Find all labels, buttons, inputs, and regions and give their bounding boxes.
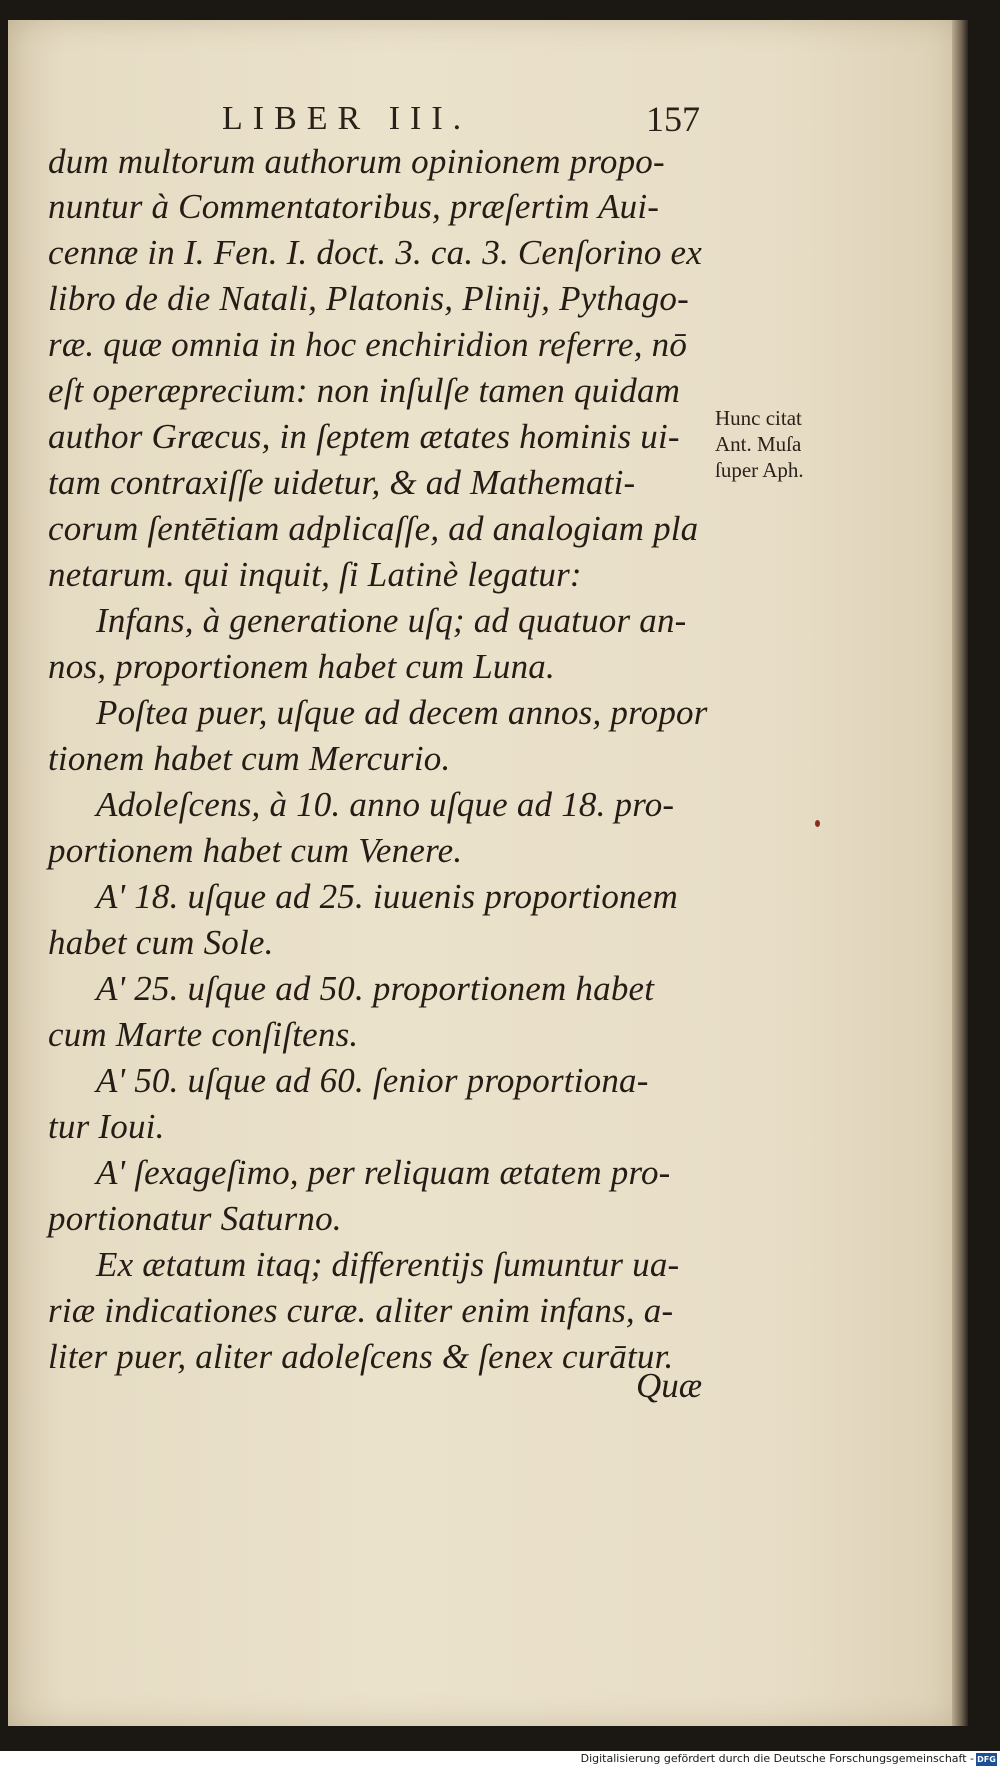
text-line: A' 50. uſque ad 60. ſenior proportiona- (96, 1061, 649, 1100)
ink-speck (815, 820, 820, 827)
text-line: corum ſentētiam adplicaſſe, ad analogiam pla (48, 509, 699, 548)
text-line: cennæ in I. Fen. I. doct. 3. ca. 3. Cenſorino ex (48, 233, 703, 272)
catchword: Quæ (636, 1366, 703, 1405)
text-line: tur Ioui. (48, 1107, 165, 1146)
marginal-note-line: Ant. Muſa (715, 432, 802, 456)
text-line: portionatur Saturno. (48, 1199, 342, 1238)
text-line: Ex ætatum itaq; differentijs ſumuntur ua- (96, 1245, 680, 1284)
digitization-footer (0, 1751, 1000, 1768)
marginal-note-line: Hunc citat (715, 406, 802, 430)
text-line: author Græcus, in ſeptem ætates hominis ui- (48, 417, 680, 456)
text-line: netarum. qui inquit, ſi Latinè legatur: (48, 555, 582, 594)
text-line: Adoleſcens, à 10. anno uſque ad 18. pro- (96, 785, 675, 824)
text-line: Infans, à generatione uſq; ad quatuor an- (96, 601, 687, 640)
text-line: riæ indicationes curæ. aliter enim infans, a- (48, 1291, 674, 1330)
text-line: A' 25. uſque ad 50. proportionem habet (96, 969, 655, 1008)
text-line: ræ. quæ omnia in hoc enchiridion referre, nō (48, 325, 688, 364)
text-line: habet cum Sole. (48, 923, 274, 962)
text-line: dum multorum authorum opinionem propo- (48, 142, 665, 181)
marginal-note (715, 405, 804, 483)
text-line: Poſtea puer, uſque ad decem annos, propor (96, 693, 708, 732)
text-line: portionem habet cum Venere. (48, 831, 463, 870)
text-line: tam contraxiſſe uidetur, & ad Mathemati- (48, 463, 636, 502)
text-line: A' ſexageſimo, per reliquam ætatem pro- (96, 1153, 671, 1192)
book-page (8, 20, 956, 1726)
text-line: tionem habet cum Mercurio. (48, 739, 451, 778)
text-line: cum Marte conſiſtens. (48, 1015, 359, 1054)
page-edge (952, 20, 968, 1726)
funding-credit: Digitalisierung gefördert durch die Deutsche Forschungsgemeinschaft - (580, 1752, 974, 1765)
text-line: eſt operæprecium: non inſulſe tamen quidam (48, 371, 681, 410)
text-line: A' 18. uſque ad 25. iuuenis proportionem (96, 877, 678, 916)
dfg-logo-icon: DFG (977, 1755, 996, 1764)
marginal-note-line: ſuper Aph. (715, 458, 804, 482)
text-line: nuntur à Commentatoribus, præſertim Aui- (48, 187, 660, 226)
running-title: LIBER III. (222, 100, 472, 137)
text-line: nos, proportionem habet cum Luna. (48, 647, 555, 686)
text-line: liter puer, aliter adoleſcens & ſenex curātur. (48, 1337, 674, 1376)
page-number: 157 (646, 99, 700, 139)
text-line: libro de die Natali, Platonis, Plinij, Pythago- (48, 279, 689, 318)
